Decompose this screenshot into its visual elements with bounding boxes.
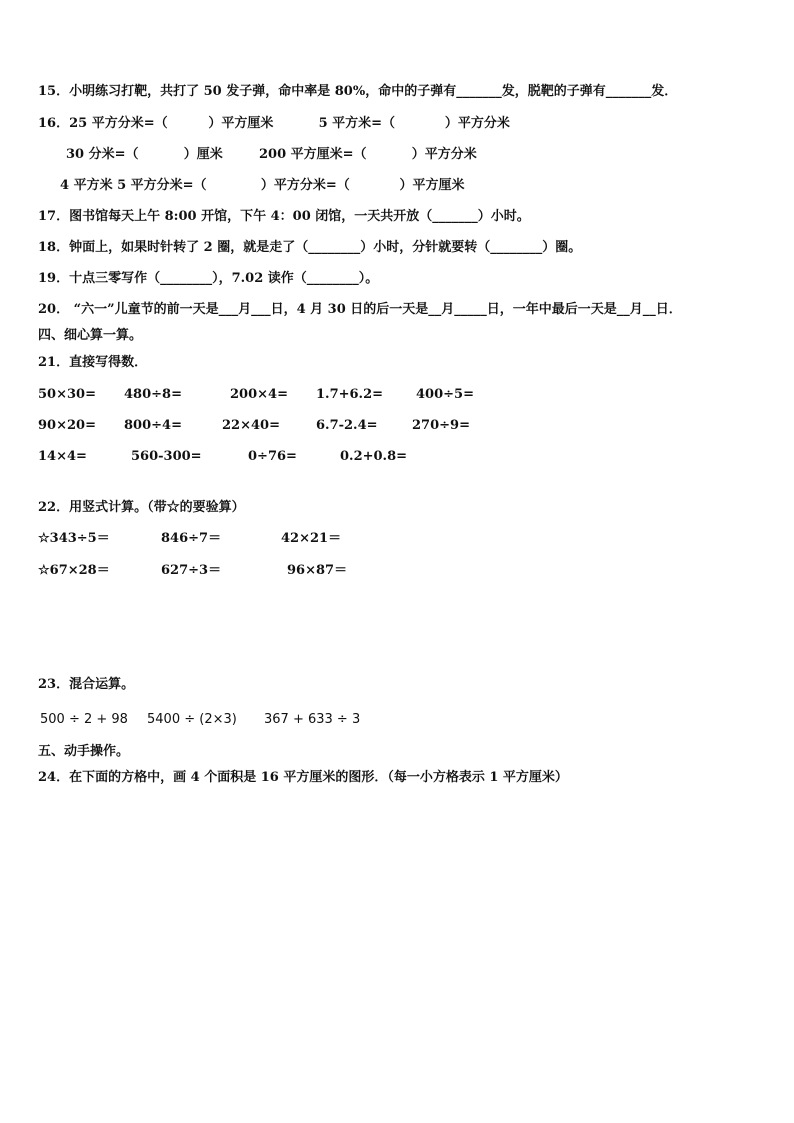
question-16-line-3: 4 平方米 5 平方分米=（ ）平方分米=（ ）平方厘米 xyxy=(60,178,465,193)
question-24: 24．在下面的方格中，画 4 个面积是 16 平方厘米的图形．（每一小方格表示 1 平方厘米） xyxy=(38,770,568,785)
oral-calc-item: 90×20= xyxy=(38,418,96,433)
mixed-calc-item: 367 + 633 ÷ 3 xyxy=(264,712,361,727)
oral-calc-item: 0.2+0.8= xyxy=(340,449,408,464)
section-5-heading: 五、动手操作。 xyxy=(38,744,130,759)
oral-calc-item: 560-300= xyxy=(131,449,202,464)
oral-calc-item: 200×4= xyxy=(230,387,288,402)
oral-calc-item: 400÷5= xyxy=(416,387,474,402)
vertical-calc-item: 627÷3＝ xyxy=(161,563,222,578)
question-16-line-1: 16．25 平方分米=（ ）平方厘米 5 平方米=（ ）平方分米 xyxy=(38,116,510,131)
vertical-calc-item: ☆343÷5＝ xyxy=(38,531,110,546)
question-23: 23．混合运算。 xyxy=(38,677,135,692)
vertical-calc-item: 42×21＝ xyxy=(281,531,342,546)
question-20: 20． “六一”儿童节的前一天是___月___日，4 月 30 日的后一天是__月_____日，一年中最后一天是__月__日． xyxy=(38,302,682,317)
mixed-calc-item: 5400 ÷ (2×3) xyxy=(147,712,237,727)
oral-calc-item: 800÷4= xyxy=(124,418,182,433)
vertical-calc-item: 96×87＝ xyxy=(287,563,348,578)
question-22: 22．用竖式计算。（带☆的要验算） xyxy=(38,500,245,515)
oral-calc-item: 1.7+6.2= xyxy=(316,387,384,402)
section-4-heading: 四、细心算一算。 xyxy=(38,328,143,343)
oral-calc-item: 480÷8= xyxy=(124,387,182,402)
oral-calc-item: 0÷76= xyxy=(248,449,297,464)
vertical-calc-item: ☆67×28＝ xyxy=(38,563,110,578)
question-16-line-2: 30 分米=（ ）厘米 200 平方厘米=（ ）平方分米 xyxy=(66,147,477,162)
question-15: 15．小明练习打靶，共打了 50 发子弹，命中率是 80%，命中的子弹有_______发，脱靶的子弹有_______发． xyxy=(38,84,678,99)
oral-calc-item: 50×30= xyxy=(38,387,96,402)
oral-calc-item: 6.7-2.4= xyxy=(316,418,378,433)
question-21: 21．直接写得数． xyxy=(38,355,148,370)
oral-calc-item: 270÷9= xyxy=(412,418,470,433)
question-18: 18．钟面上，如果时针转了 2 圈，就是走了（________）小时，分针就要转（________）圈。 xyxy=(38,240,582,255)
oral-calc-item: 14×4= xyxy=(38,449,87,464)
vertical-calc-item: 846÷7＝ xyxy=(161,531,222,546)
question-17: 17．图书馆每天上午 8:00 开馆，下午 4：00 闭馆，一天共开放（_______）小时。 xyxy=(38,209,530,224)
oral-calc-item: 22×40= xyxy=(222,418,280,433)
question-19: 19．十点三零写作（________），7.02 读作（________）。 xyxy=(38,271,379,286)
mixed-calc-item: 500 ÷ 2 + 98 xyxy=(40,712,128,727)
